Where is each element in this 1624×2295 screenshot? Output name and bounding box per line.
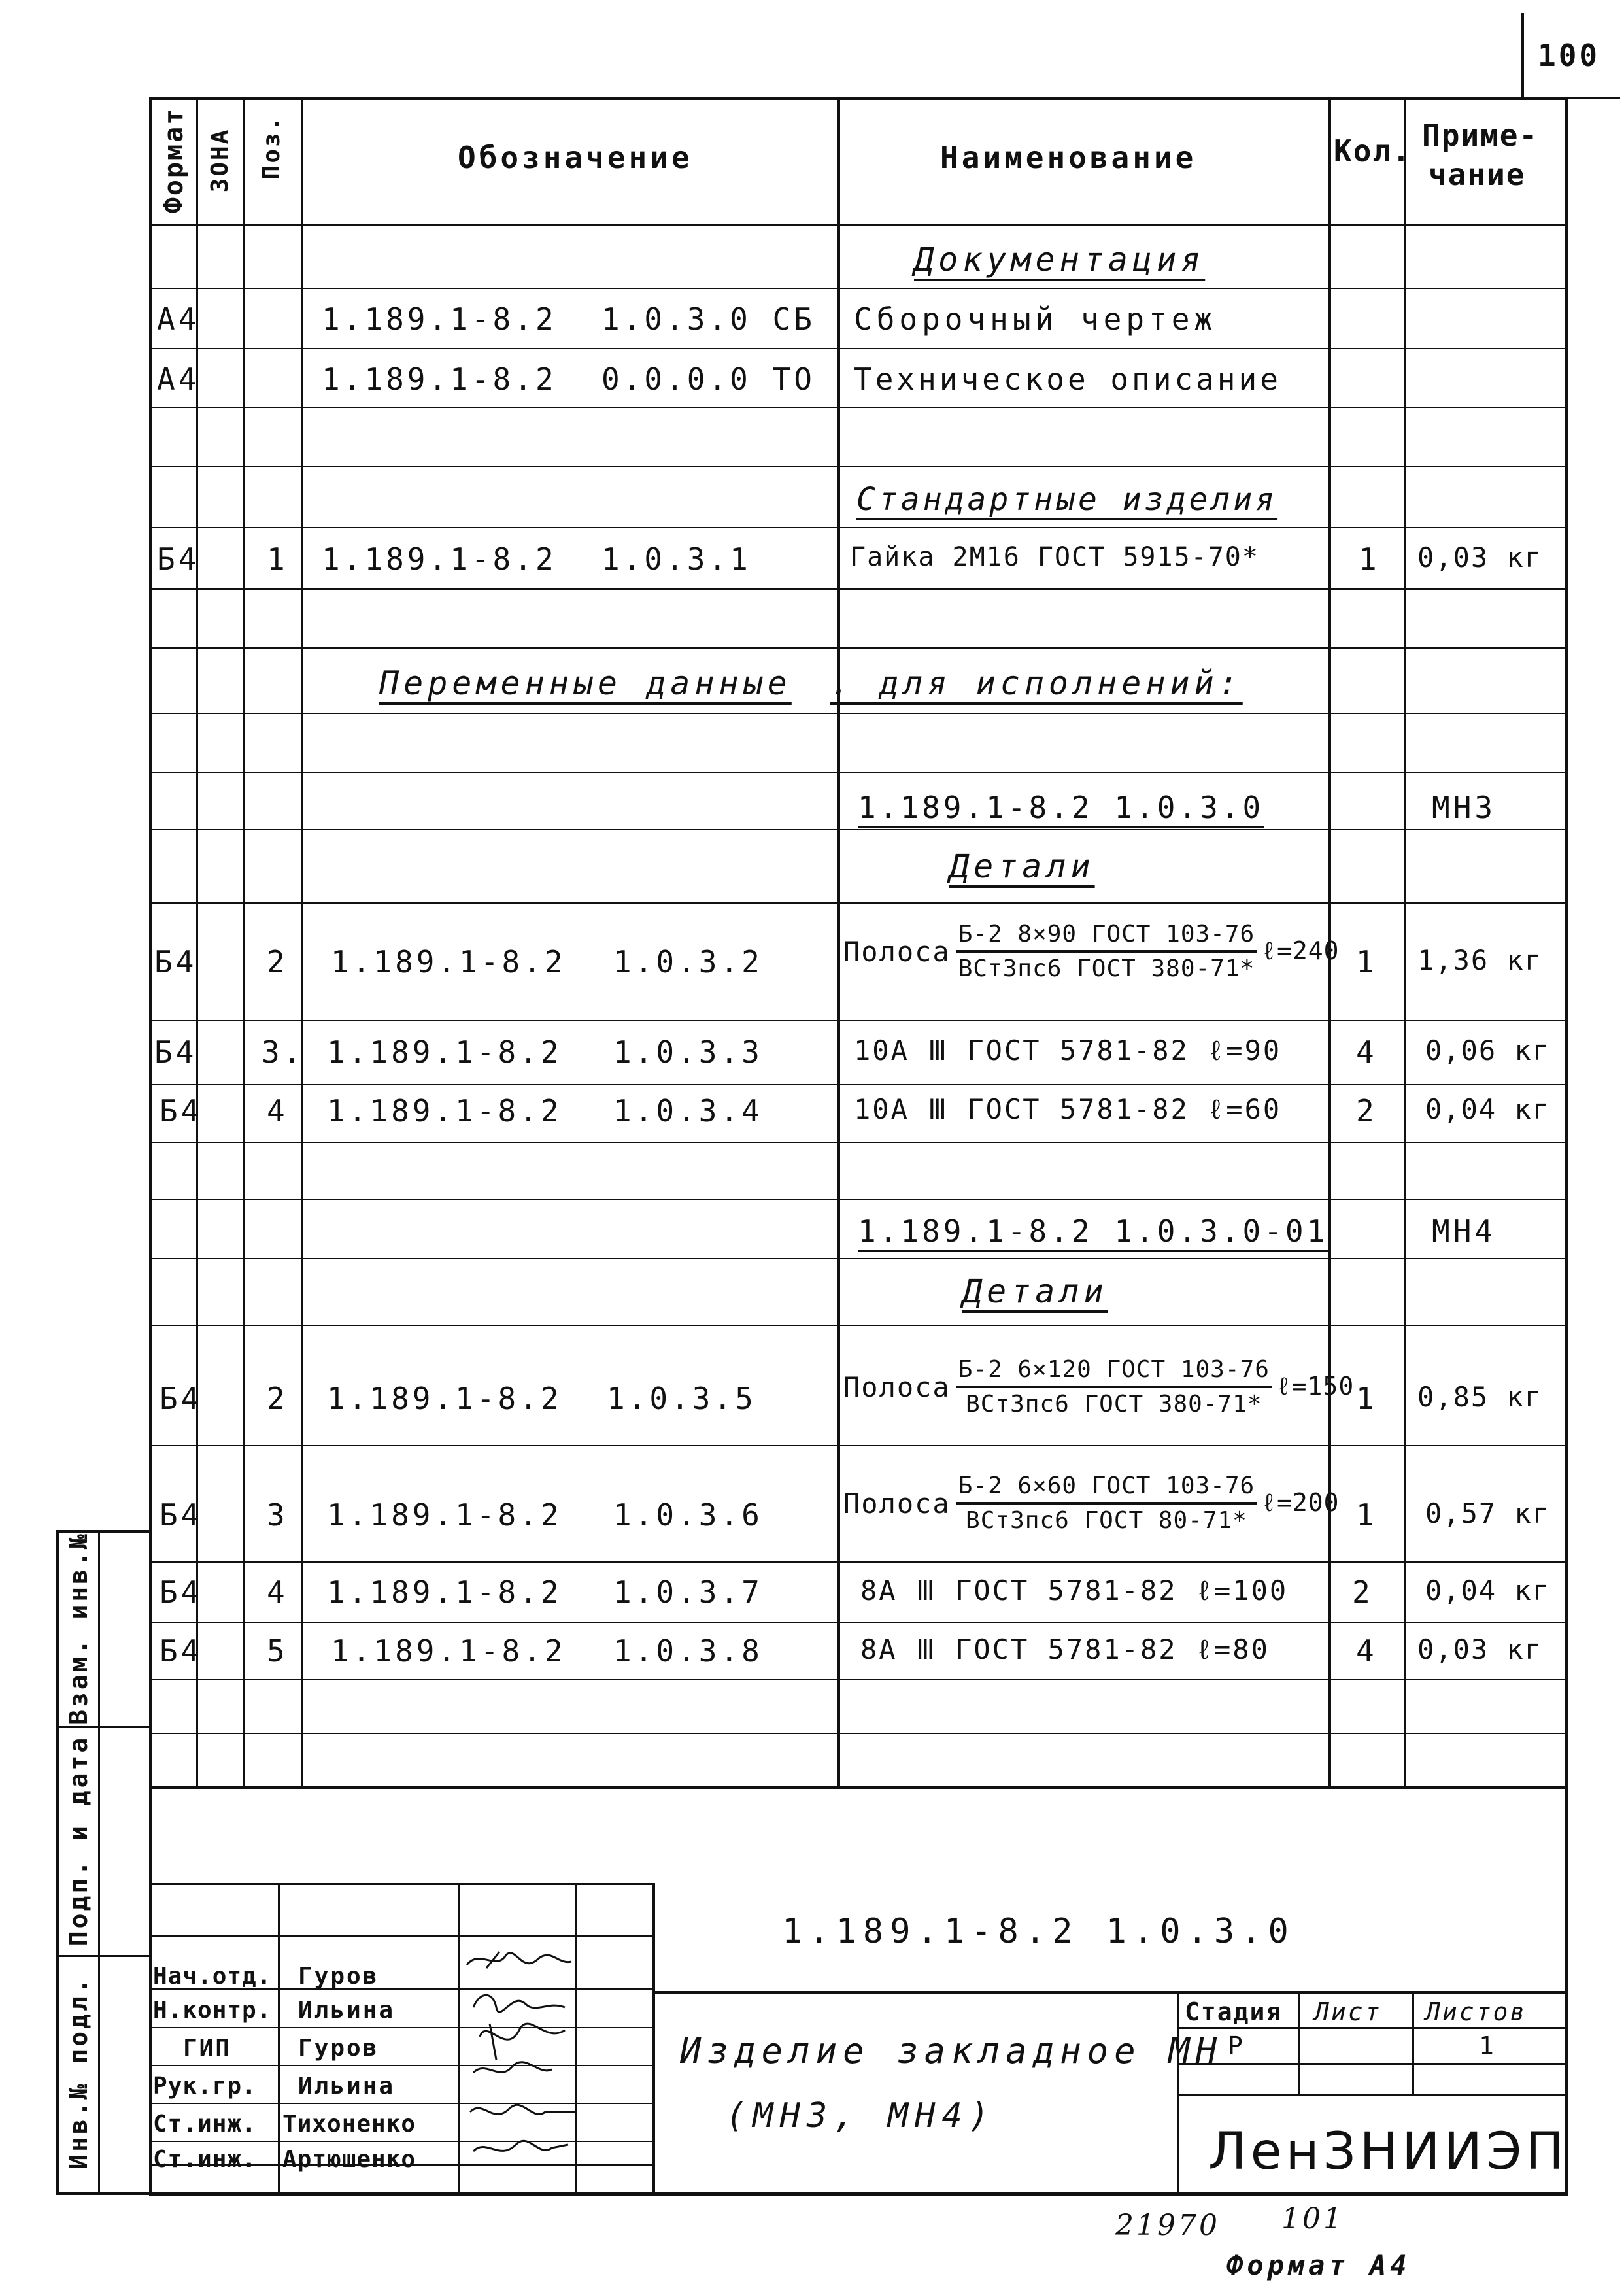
table-row-name: 10А Ⅲ ГОСТ 5781-82 ℓ=60 bbox=[854, 1093, 1282, 1125]
header-format: Формат bbox=[159, 107, 189, 214]
table-row-pos: 1 bbox=[267, 541, 288, 577]
table-row-format: Б4 bbox=[160, 1093, 203, 1129]
signer-role: Нач.отд. bbox=[153, 1963, 272, 1990]
format-label: Формат А4 bbox=[1226, 2249, 1411, 2281]
table-row-designation-a: 1.189.1-8.2 bbox=[327, 1497, 562, 1533]
variant1-label: МН3 bbox=[1432, 790, 1497, 825]
profile-length: ℓ=150 bbox=[1276, 1371, 1355, 1401]
stamp-sign-date: Подп. и дата bbox=[64, 1735, 93, 1946]
table-row-name bbox=[843, 921, 1340, 982]
stamp-inv-replace: Взам. инв.№ bbox=[64, 1531, 93, 1725]
section-documentation: Документация bbox=[914, 241, 1206, 279]
table-row-designation-b: 1.0.3.3 bbox=[613, 1034, 763, 1070]
page-number: 100 bbox=[1538, 38, 1600, 73]
table-row-format: Б4 bbox=[157, 541, 200, 577]
table-row-name: 8А Ⅲ ГОСТ 5781-82 ℓ=100 bbox=[860, 1574, 1289, 1606]
organization-name: ЛенЗНИИЭП bbox=[1208, 2122, 1568, 2181]
profile-denominator: ВСт3пс6 ГОСТ 380-71* bbox=[966, 1391, 1262, 1418]
table-row-pos: 5 bbox=[267, 1633, 288, 1669]
table-row-name: Сборочный чертеж bbox=[854, 301, 1217, 337]
section-standard-items: Стандартные изделия bbox=[856, 481, 1278, 518]
table-row-qty: 2 bbox=[1356, 1093, 1378, 1129]
archive-number: 21970 bbox=[1115, 2209, 1220, 2242]
table-row-note: 0,03 кг bbox=[1417, 1633, 1543, 1665]
title-doc-code: 1.189.1-8.2 1.0.3.0 bbox=[782, 1912, 1295, 1951]
table-row-name bbox=[843, 1472, 1340, 1534]
table-row-pos: 3 bbox=[267, 1497, 288, 1533]
table-row-designation-a: 1.189.1-8.2 bbox=[331, 944, 566, 979]
signer-name: Ильина bbox=[298, 1997, 396, 2024]
header-note-line2: чание bbox=[1429, 157, 1526, 192]
table-row-note: 1,36 кг bbox=[1417, 944, 1543, 976]
table-row-pos: 2 bbox=[267, 1381, 288, 1416]
variant2-code: 1.189.1-8.2 1.0.3.0-01 bbox=[858, 1214, 1328, 1249]
signer-name: Тихоненко bbox=[282, 2111, 416, 2137]
table-row-format: А4 bbox=[157, 362, 200, 397]
table-row-pos: 3. bbox=[262, 1034, 305, 1070]
signer-role: Н.контр. bbox=[153, 1997, 272, 2024]
table-row-format: Б4 bbox=[160, 1381, 203, 1416]
header-zone: ЗОНА bbox=[207, 128, 233, 193]
table-row-designation-a: 1.189.1-8.2 bbox=[322, 301, 557, 337]
stage-label: Стадия bbox=[1185, 1998, 1283, 2026]
signer-name: Ильина bbox=[298, 2073, 396, 2100]
profile-word: Полоса bbox=[843, 1370, 951, 1403]
table-row-designation-b: 1.0.3.5 bbox=[607, 1381, 756, 1416]
table-row-note: 0,85 кг bbox=[1417, 1381, 1543, 1413]
table-row-format: Б4 bbox=[154, 944, 197, 979]
table-row-designation-a: 1.189.1-8.2 bbox=[327, 1381, 562, 1416]
table-row-name: Техническое описание bbox=[854, 362, 1281, 397]
table-row-name: 8А Ⅲ ГОСТ 5781-82 ℓ=80 bbox=[860, 1633, 1270, 1665]
table-row-designation-a: 1.189.1-8.2 bbox=[331, 1633, 566, 1669]
table-row-designation-b: 1.0.3.8 bbox=[613, 1633, 763, 1669]
header-name: Наименование bbox=[940, 140, 1197, 175]
table-row-qty: 1 bbox=[1356, 1381, 1378, 1416]
table-row-note: 0,04 кг bbox=[1425, 1093, 1551, 1125]
table-row-format: Б4 bbox=[154, 1034, 197, 1070]
header-pos: Поз. bbox=[258, 114, 285, 180]
table-row-format: Б4 bbox=[160, 1574, 203, 1610]
profile-numerator: Б-2 8×90 ГОСТ 103-76 bbox=[956, 921, 1257, 953]
table-row-pos: 2 bbox=[267, 944, 288, 979]
section-parts2: Детали bbox=[962, 1272, 1108, 1310]
stamp-inv-original: Инв.№ подл. bbox=[64, 1976, 93, 2169]
title-product-variants: (МН3, МН4) bbox=[726, 2096, 996, 2135]
table-row-note: 0,06 кг bbox=[1425, 1034, 1551, 1066]
section-variable-part1: Переменные данные bbox=[379, 664, 792, 702]
sheets-value: 1 bbox=[1479, 2032, 1497, 2060]
sheet-reference: 101 bbox=[1281, 2202, 1344, 2236]
table-row-designation-b: 0.0.0.0 ТО bbox=[601, 362, 815, 397]
section-parts1: Детали bbox=[949, 847, 1095, 885]
table-row-name bbox=[843, 1356, 1354, 1418]
variant1-code: 1.189.1-8.2 1.0.3.0 bbox=[858, 790, 1264, 825]
table-row-designation-a: 1.189.1-8.2 bbox=[327, 1034, 562, 1070]
signer-name: Гуров bbox=[298, 1963, 379, 1990]
profile-denominator: ВСт3пс6 ГОСТ 80-71* bbox=[966, 1507, 1247, 1534]
table-row-designation-a: 1.189.1-8.2 bbox=[322, 362, 557, 397]
table-row-qty: 2 bbox=[1352, 1574, 1374, 1610]
table-row-format: Б4 bbox=[160, 1497, 203, 1533]
table-row-qty: 1 bbox=[1356, 1497, 1378, 1533]
table-row-name: 10А Ⅲ ГОСТ 5781-82 ℓ=90 bbox=[854, 1034, 1282, 1066]
table-row-designation-a: 1.189.1-8.2 bbox=[327, 1574, 562, 1610]
signer-role: Ст.инж. bbox=[153, 2111, 257, 2137]
header-qty: Кол. bbox=[1334, 133, 1412, 169]
table-row-designation-a: 1.189.1-8.2 bbox=[327, 1093, 562, 1129]
variant2-label: МН4 bbox=[1432, 1214, 1497, 1249]
sheet-label: Лист bbox=[1314, 1998, 1382, 2026]
signer-role: Рук.гр. bbox=[153, 2073, 257, 2100]
header-designation: Обозначение bbox=[458, 140, 693, 175]
table-row-pos: 4 bbox=[267, 1093, 288, 1129]
table-row-name: Гайка 2М16 ГОСТ 5915-70* bbox=[850, 542, 1259, 572]
signature-scribbles bbox=[460, 1945, 578, 2174]
table-row-designation-b: 1.0.3.7 bbox=[613, 1574, 763, 1610]
table-row-designation-a: 1.189.1-8.2 bbox=[322, 541, 557, 577]
table-row-pos: 4 bbox=[267, 1574, 288, 1610]
signer-name: Артюшенко bbox=[282, 2146, 416, 2173]
table-row-designation-b: 1.0.3.4 bbox=[613, 1093, 763, 1129]
table-row-qty: 1 bbox=[1359, 541, 1380, 577]
table-row-designation-b: 1.0.3.6 bbox=[613, 1497, 763, 1533]
table-row-format: Б4 bbox=[160, 1633, 203, 1669]
table-row-qty: 1 bbox=[1356, 944, 1378, 979]
signer-role: ГИП bbox=[183, 2035, 232, 2062]
table-row-designation-b: 1.0.3.1 bbox=[601, 541, 751, 577]
profile-length: ℓ=240 bbox=[1261, 936, 1340, 965]
header-note-line1: Приме- bbox=[1422, 118, 1539, 153]
table-row-designation-b: 1.0.3.0 СБ bbox=[601, 301, 815, 337]
section-variable-part2: . для исполнений: bbox=[830, 664, 1243, 702]
profile-numerator: Б-2 6×120 ГОСТ 103-76 bbox=[956, 1356, 1272, 1388]
table-row-note: 0,04 кг bbox=[1425, 1574, 1551, 1606]
stage-value: Р bbox=[1228, 2032, 1246, 2060]
table-row-designation-b: 1.0.3.2 bbox=[613, 944, 763, 979]
profile-length: ℓ=200 bbox=[1261, 1488, 1340, 1517]
sheets-label: Листов bbox=[1425, 1998, 1527, 2026]
table-row-note: 0,03 кг bbox=[1417, 541, 1543, 573]
profile-word: Полоса bbox=[843, 1487, 951, 1520]
profile-word: Полоса bbox=[843, 935, 951, 968]
title-product-name: Изделие закладное МН bbox=[680, 2030, 1223, 2071]
profile-numerator: Б-2 6×60 ГОСТ 103-76 bbox=[956, 1472, 1257, 1504]
signer-role: Ст.инж. bbox=[153, 2146, 257, 2173]
table-row-qty: 4 bbox=[1356, 1034, 1378, 1070]
table-row-qty: 4 bbox=[1356, 1633, 1378, 1669]
signer-name: Гуров bbox=[298, 2035, 379, 2062]
table-row-format: А4 bbox=[157, 301, 200, 337]
profile-denominator: ВСт3пс6 ГОСТ 380-71* bbox=[958, 955, 1255, 982]
table-row-note: 0,57 кг bbox=[1425, 1497, 1551, 1529]
